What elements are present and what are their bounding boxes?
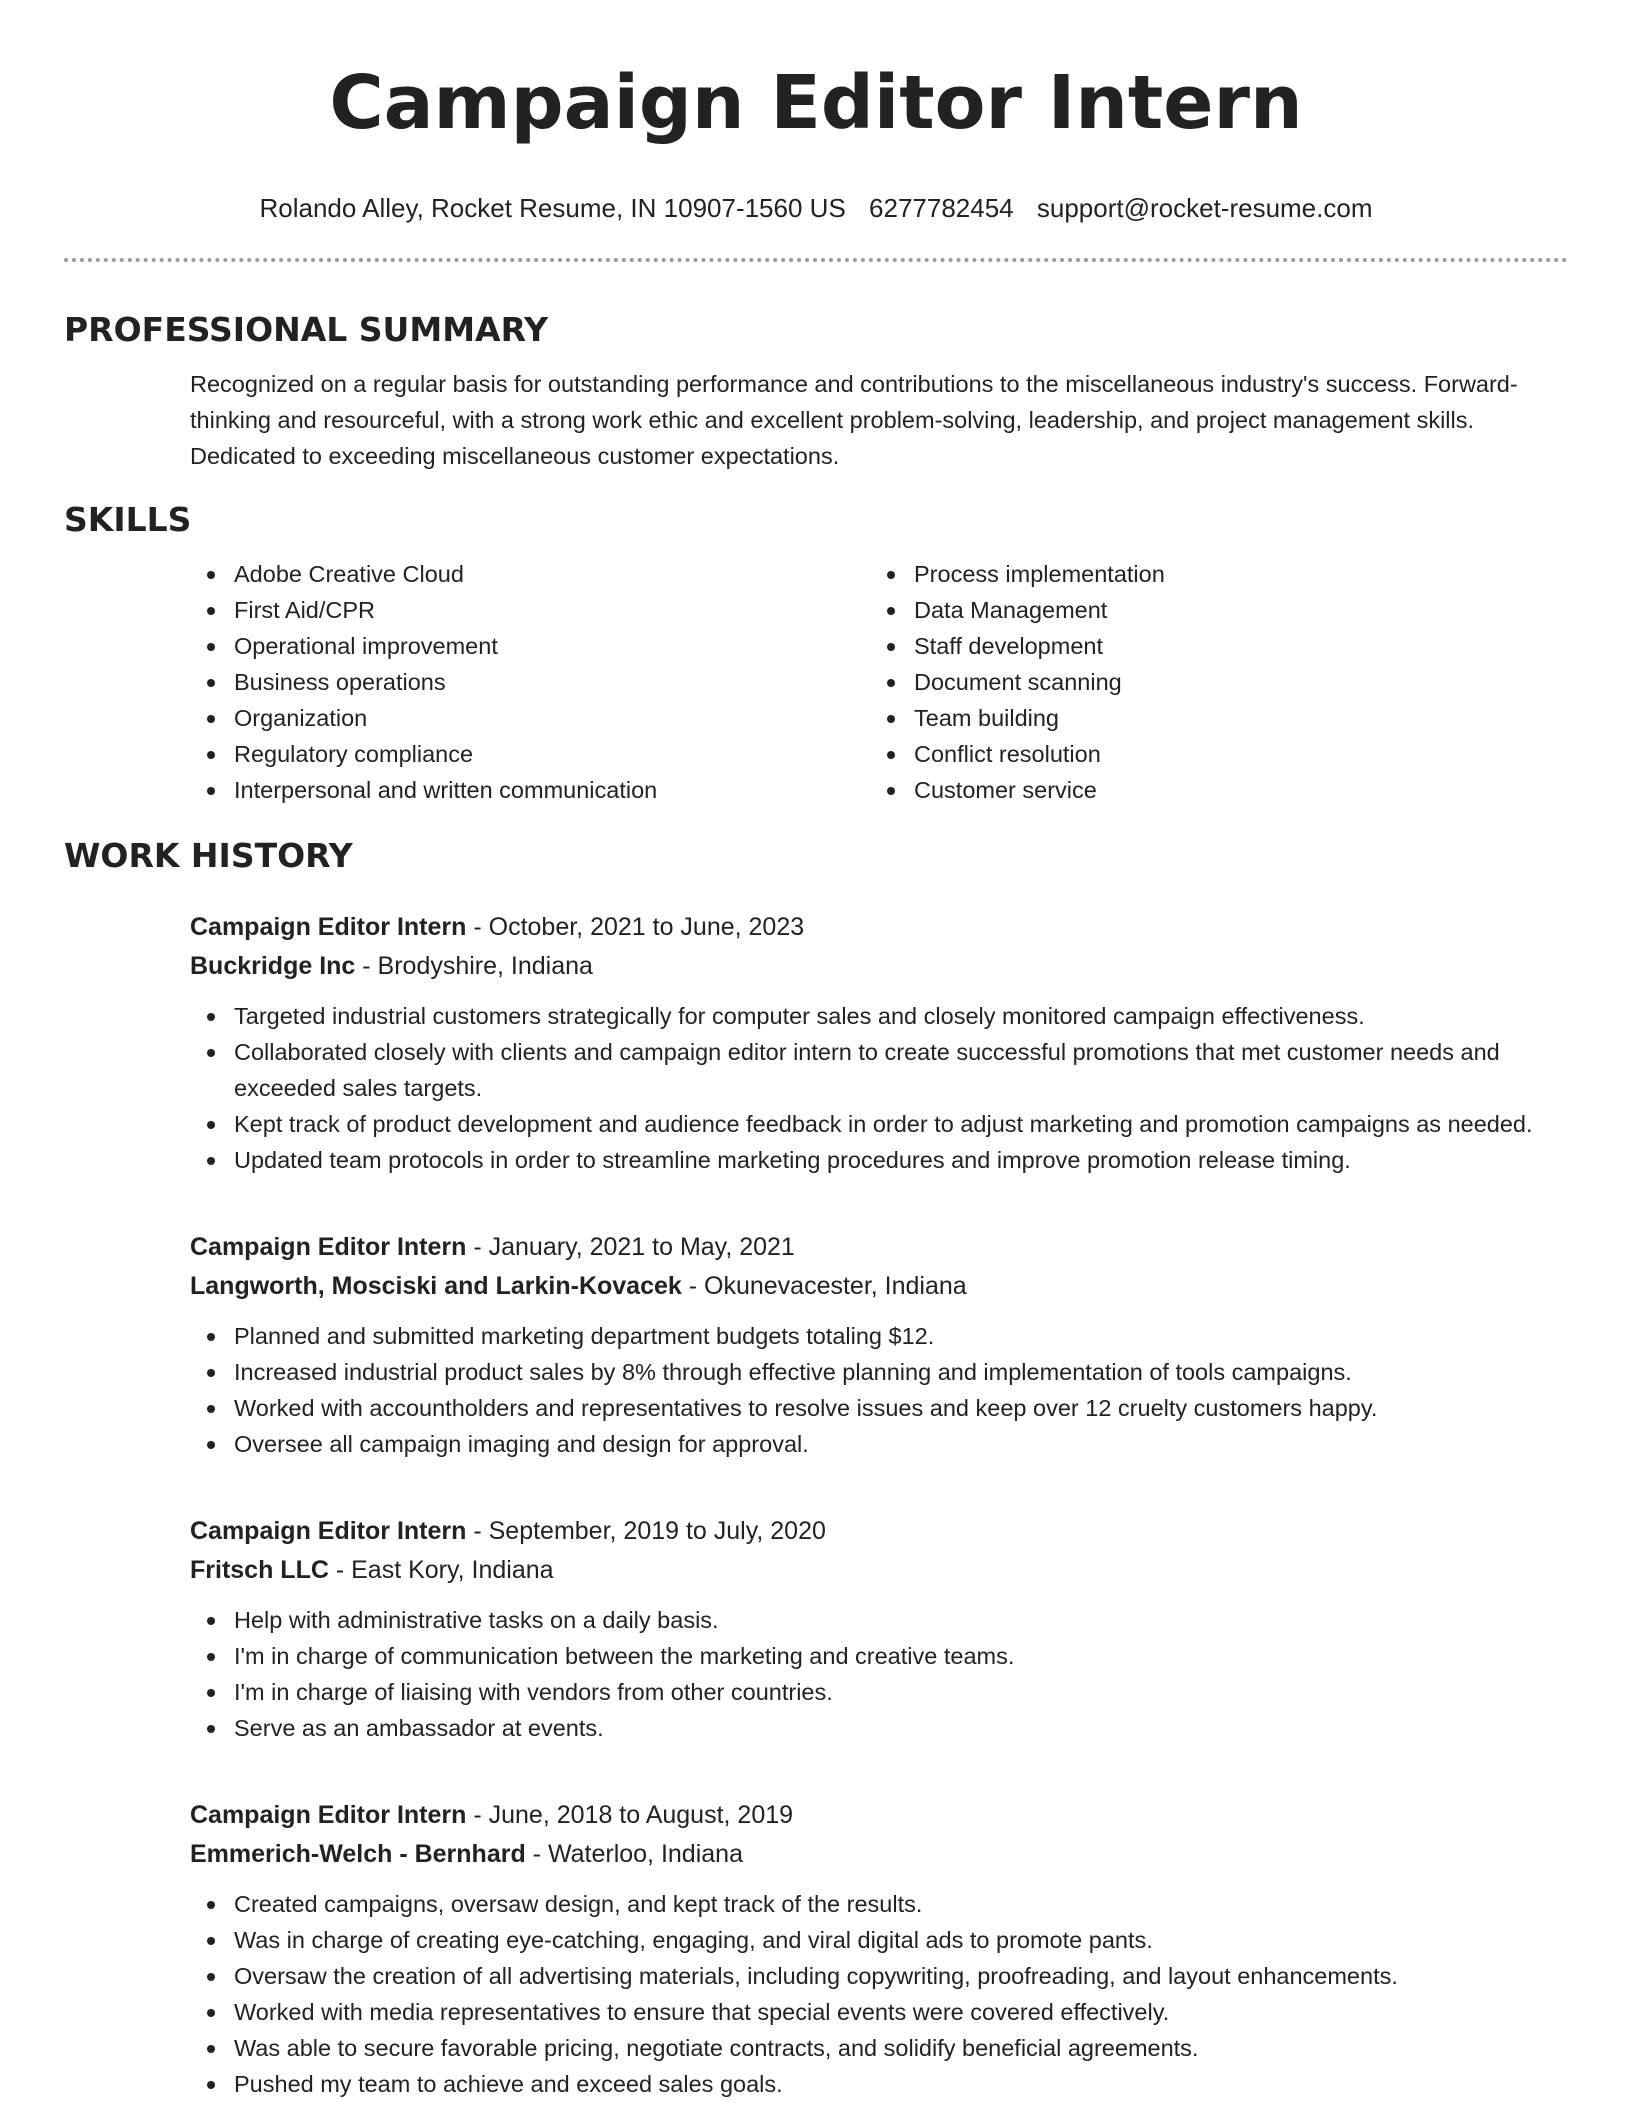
job-duty: Planned and submitted marketing department budgets totaling $12. — [190, 1318, 1568, 1354]
job-company: Buckridge Inc — [190, 952, 356, 980]
job-duties — [190, 1886, 1568, 2102]
job-location: - Okunevacester, Indiana — [681, 1272, 967, 1300]
skill-item: Regulatory compliance — [190, 736, 870, 772]
skill-item: Interpersonal and written communication — [190, 772, 870, 808]
job-duty: Worked with accountholders and representatives to resolve issues and keep over 12 cruelty customers happy. — [190, 1390, 1568, 1426]
resume-page — [64, 0, 1568, 2102]
job-duty: Targeted industrial customers strategically for computer sales and closely monitored campaign effectiveness. — [190, 998, 1568, 1034]
skill-item: Customer service — [870, 772, 1550, 808]
job-duties — [190, 1602, 1568, 1746]
skills-column-left — [190, 556, 870, 808]
job-entry — [190, 1512, 1568, 1746]
job-company-line — [190, 947, 1568, 986]
job-duties — [190, 998, 1568, 1178]
job-company: Langworth, Mosciski and Larkin-Kovacek — [190, 1272, 682, 1300]
job-entry — [190, 1228, 1568, 1462]
skill-item: Team building — [870, 700, 1550, 736]
skill-item: Data Management — [870, 592, 1550, 628]
contact-phone: 6277782454 — [869, 193, 1014, 223]
skills-heading: SKILLS — [64, 500, 192, 539]
summary-heading: PROFESSIONAL SUMMARY — [64, 310, 549, 349]
job-company-line — [190, 1835, 1568, 1874]
job-duty: I'm in charge of communication between the marketing and creative teams. — [190, 1638, 1568, 1674]
job-location: - Waterloo, Indiana — [525, 1840, 743, 1868]
contact-line — [64, 190, 1568, 226]
job-role: Campaign Editor Intern — [190, 1517, 467, 1545]
skill-item: Operational improvement — [190, 628, 870, 664]
skill-item: Staff development — [870, 628, 1550, 664]
job-role-line — [190, 1512, 1568, 1551]
job-location: - Brodyshire, Indiana — [355, 952, 593, 980]
summary-text: Recognized on a regular basis for outstanding performance and contributions to the miscellaneous industry's success. Forward-thinking and resourceful, with a strong work ethic and excellent problem-solving, leadership, and project management skills. Dedicated to exceeding miscellaneous customer expectations. — [190, 371, 1518, 469]
job-duty: Oversee all campaign imaging and design for approval. — [190, 1426, 1568, 1462]
job-duty: I'm in charge of liaising with vendors from other countries. — [190, 1674, 1568, 1710]
job-entry — [190, 1796, 1568, 2102]
skill-item: Adobe Creative Cloud — [190, 556, 870, 592]
job-duty: Serve as an ambassador at events. — [190, 1710, 1568, 1746]
job-duty: Oversaw the creation of all advertising materials, including copywriting, proofreading, and layout enhancements. — [190, 1958, 1568, 1994]
job-duty: Help with administrative tasks on a daily basis. — [190, 1602, 1568, 1638]
work-history-heading: WORK HISTORY — [64, 836, 353, 875]
job-role-line — [190, 1796, 1568, 1835]
skills-list — [190, 556, 1568, 808]
job-duty: Updated team protocols in order to streamline marketing procedures and improve promotion release timing. — [190, 1142, 1568, 1178]
job-entry — [190, 908, 1568, 1178]
job-duties — [190, 1318, 1568, 1462]
skill-item: Business operations — [190, 664, 870, 700]
job-duty: Was in charge of creating eye-catching, engaging, and viral digital ads to promote pants. — [190, 1922, 1568, 1958]
job-company: Emmerich-Welch - Bernhard — [190, 1840, 526, 1868]
job-role-line — [190, 1228, 1568, 1267]
job-role: Campaign Editor Intern — [190, 1233, 467, 1261]
candidate-name: Campaign Editor Intern — [329, 60, 1303, 146]
job-duty: Created campaigns, oversaw design, and kept track of the results. — [190, 1886, 1568, 1922]
job-duty: Collaborated closely with clients and campaign editor intern to create successful promotions that met customer needs and exceeded sales targets. — [190, 1034, 1568, 1106]
job-dates: - January, 2021 to May, 2021 — [466, 1233, 795, 1261]
job-dates: - September, 2019 to July, 2020 — [466, 1517, 826, 1545]
skill-item: Process implementation — [870, 556, 1550, 592]
header-divider — [64, 258, 1568, 262]
skill-item: Organization — [190, 700, 870, 736]
job-duty: Worked with media representatives to ensure that special events were covered effectively. — [190, 1994, 1568, 2030]
skill-item: Document scanning — [870, 664, 1550, 700]
job-company: Fritsch LLC — [190, 1556, 329, 1584]
skill-item: First Aid/CPR — [190, 592, 870, 628]
job-company-line — [190, 1267, 1568, 1306]
job-duty: Kept track of product development and audience feedback in order to adjust marketing and promotion campaigns as needed. — [190, 1106, 1568, 1142]
job-company-line — [190, 1551, 1568, 1590]
job-role: Campaign Editor Intern — [190, 913, 467, 941]
job-location: - East Kory, Indiana — [328, 1556, 554, 1584]
job-role-line — [190, 908, 1568, 947]
job-duty: Increased industrial product sales by 8% through effective planning and implementation of tools campaigns. — [190, 1354, 1568, 1390]
job-dates: - October, 2021 to June, 2023 — [466, 913, 805, 941]
skill-item: Conflict resolution — [870, 736, 1550, 772]
job-dates: - June, 2018 to August, 2019 — [466, 1801, 794, 1829]
skills-column-right — [870, 556, 1550, 808]
job-duty: Pushed my team to achieve and exceed sales goals. — [190, 2066, 1568, 2102]
job-role: Campaign Editor Intern — [190, 1801, 467, 1829]
contact-email: support@rocket-resume.com — [1036, 193, 1373, 223]
contact-address: Rolando Alley, Rocket Resume, IN 10907-1560 US — [259, 193, 846, 223]
job-duty: Was able to secure favorable pricing, negotiate contracts, and solidify beneficial agreements. — [190, 2030, 1568, 2066]
